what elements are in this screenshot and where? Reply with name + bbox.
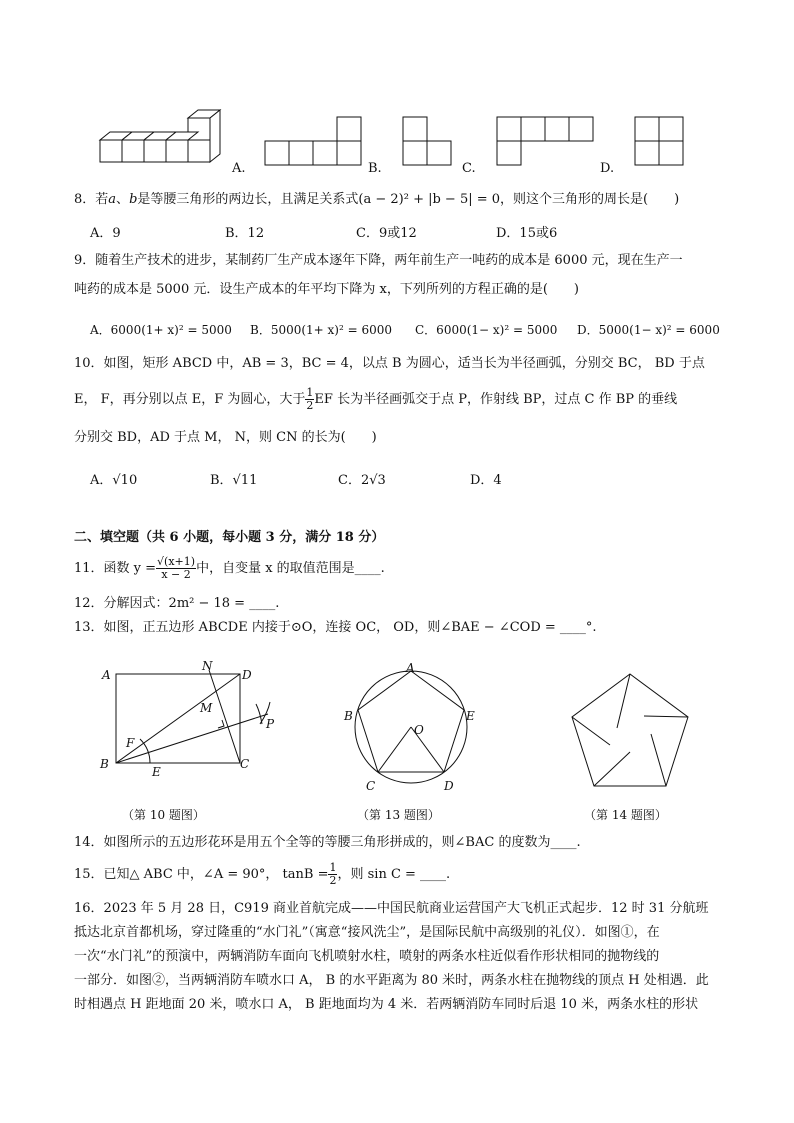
q8-var-b: b — [129, 192, 138, 207]
q7-view-b — [402, 117, 454, 167]
q10-option-a[interactable]: A．√10 — [90, 473, 138, 488]
q10-option-d[interactable]: D．4 — [470, 473, 502, 488]
q15-prefix: 15．已知△ ABC 中，∠A = 90°， tanB = — [74, 867, 329, 882]
fig10-label-c: C — [240, 757, 250, 771]
fig14-line-2 — [644, 716, 688, 717]
q10-line2-a: E， F，再分别以点 E，F 为圆心，大于 — [74, 392, 306, 407]
q16-line5: 时相遇点 H 距地面 20 米，喷水口 A， B 距地面均为 4 米．若两辆消防车同时后退 10 米，两条水柱的形状 — [74, 997, 699, 1012]
q11-frac-num: √(x+1) — [157, 555, 196, 568]
q14: 14．如图所示的五边形花环是用五个全等的等腰三角形拼成的，则∠BAC 的度数为____. — [74, 835, 581, 850]
q9-option-c[interactable]: C．6000(1− x)² = 5000 — [415, 323, 558, 337]
q10-line2 — [74, 387, 677, 412]
fig10-label-b: B — [100, 757, 109, 771]
q9-line1: 9．随着生产技术的进步，某制药厂生产成本逐年下降，两年前生产一吨药的成本是 6000 元，现在生产一 — [74, 253, 683, 268]
q10-line2-b: EF 长为半径画弧交于点 P，作射线 BP，过点 C 作 BP 的垂线 — [314, 392, 678, 407]
q15-frac-num: 1 — [329, 861, 337, 874]
fig13-label-d: D — [444, 779, 454, 793]
fig14-line-4 — [594, 752, 630, 786]
q8-suffix: ，则这个三角形的周长是( ) — [500, 192, 680, 207]
fig13-label-e: E — [466, 709, 475, 723]
fig13-pentagon — [358, 671, 464, 772]
q15-frac-den: 2 — [329, 874, 337, 887]
q8-prefix: 8．若 — [74, 192, 109, 207]
fig10-caption: （第 10 题图） — [122, 808, 205, 822]
q10-line3: 分别交 BD，AD 于点 M， N，则 CN 的长为( ) — [74, 430, 377, 445]
q13: 13．如图，正五边形 ABCDE 内接于⊙O，连接 OC， OD，则∠BAE − ∠COD = ____°. — [74, 620, 597, 635]
q10-frac-num: 1 — [306, 386, 314, 399]
q11-frac-den: x − 2 — [161, 568, 191, 581]
fig10-label-d: D — [242, 668, 252, 682]
q11-fraction — [156, 556, 196, 581]
q7-option-c[interactable]: C. — [462, 161, 476, 176]
q7-option-b[interactable]: B. — [368, 161, 382, 176]
q8-option-c[interactable]: C．9或12 — [356, 226, 417, 241]
q10-line1: 10．如图，矩形 ABCD 中，AB = 3，BC = 4，以点 B 为圆心，适当长为半径画弧，分别交 BC， BD 于点 — [74, 356, 705, 371]
q8-relation: (a − 2)² + |b − 5| = 0 — [358, 192, 501, 207]
fig13 — [338, 661, 488, 799]
q16-line2: 抵达北京首都机场，穿过隆重的“水门礼”（寓意“接风洗尘”，是国际民航中高级别的礼仪）．如图①，在 — [74, 925, 660, 940]
q8-option-b[interactable]: B．12 — [225, 226, 265, 241]
q7-option-d[interactable]: D. — [600, 161, 615, 176]
fig10 — [96, 660, 296, 780]
fig10-label-p: P — [266, 717, 275, 731]
q9-option-b[interactable]: B．5000(1+ x)² = 6000 — [250, 323, 393, 337]
fig13-caption: （第 13 题图） — [357, 808, 440, 822]
fig10-label-n: N — [202, 659, 213, 673]
fig13-label-a: A — [406, 661, 415, 675]
fig10-arc-p1 — [256, 704, 262, 724]
q7-view-d — [634, 117, 686, 167]
fig13-label-o: O — [414, 723, 424, 737]
fig10-right-angle — [218, 720, 224, 728]
q9-line2: 吨药的成本是 5000 元．设生产成本的年平均下降为 x，下列所列的方程正确的是( ) — [74, 282, 579, 297]
q7-view-a — [264, 117, 364, 167]
section2-heading: 二、填空题（共 6 小题，每小题 3 分，满分 18 分） — [74, 530, 385, 545]
fig10-ray-bp — [116, 714, 268, 763]
fig14-line-5 — [572, 717, 610, 745]
q9-option-d[interactable]: D．5000(1− x)² = 6000 — [577, 323, 720, 337]
fig13-label-c: C — [366, 779, 376, 793]
fig14-inner-pentagon — [610, 716, 651, 752]
fig13-label-b: B — [344, 709, 353, 723]
q9-option-a[interactable]: A．6000(1+ x)² = 5000 — [90, 323, 232, 337]
fig14-line-3 — [651, 734, 666, 786]
q7-option-a[interactable]: A. — [232, 161, 246, 176]
q10-option-b[interactable]: B．√11 — [210, 473, 258, 488]
fig10-label-a: A — [102, 668, 111, 682]
q8-option-d[interactable]: D．15或6 — [496, 226, 558, 241]
fig14 — [566, 670, 696, 795]
fig13-line-oc — [378, 727, 411, 772]
q16-line1: 16．2023 年 5 月 28 日，C919 商业首航完成——中国民航商业运营国产大飞机正式起步．12 时 31 分航班 — [74, 901, 709, 916]
q8-sep: 、 — [116, 192, 130, 207]
q8-option-a[interactable]: A．9 — [90, 226, 121, 241]
q11 — [74, 556, 385, 588]
q11-prefix: 11．函数 y = — [74, 561, 157, 576]
fig10-label-f: F — [126, 736, 135, 750]
q8-stem — [74, 191, 679, 209]
q10-frac-den: 2 — [306, 399, 314, 412]
fig10-line-cn — [209, 670, 240, 763]
fig14-caption: （第 14 题图） — [584, 808, 667, 822]
q10-option-c[interactable]: C．2√3 — [338, 473, 386, 488]
fig10-label-m: M — [200, 701, 213, 715]
fig10-label-e: E — [152, 765, 161, 779]
q12: 12．分解因式：2m² − 18 = ____. — [74, 596, 280, 611]
q7-view-c — [496, 117, 596, 167]
q11-suffix: 中，自变量 x 的取值范围是____. — [196, 561, 385, 576]
q16-line3: 一次“水门礼”的预演中，两辆消防车面向飞机喷射水柱，喷射的两条水柱近似看作形状相同的抛物线的 — [74, 949, 660, 964]
q8-var-a: a — [108, 192, 117, 207]
q15 — [74, 862, 450, 894]
q8-mid: 是等腰三角形的两边长，且满足关系式 — [137, 192, 359, 207]
fig10-diagonal-bd — [116, 674, 240, 763]
q16-line4: 一部分．如图②，当两辆消防车喷水口 A， B 的水平距离为 80 米时，两条水柱在抛物线的顶点 H 处相遇．此 — [74, 973, 709, 988]
q15-suffix: ，则 sin C = ____. — [337, 867, 451, 882]
q7-cube-solid — [98, 104, 228, 164]
